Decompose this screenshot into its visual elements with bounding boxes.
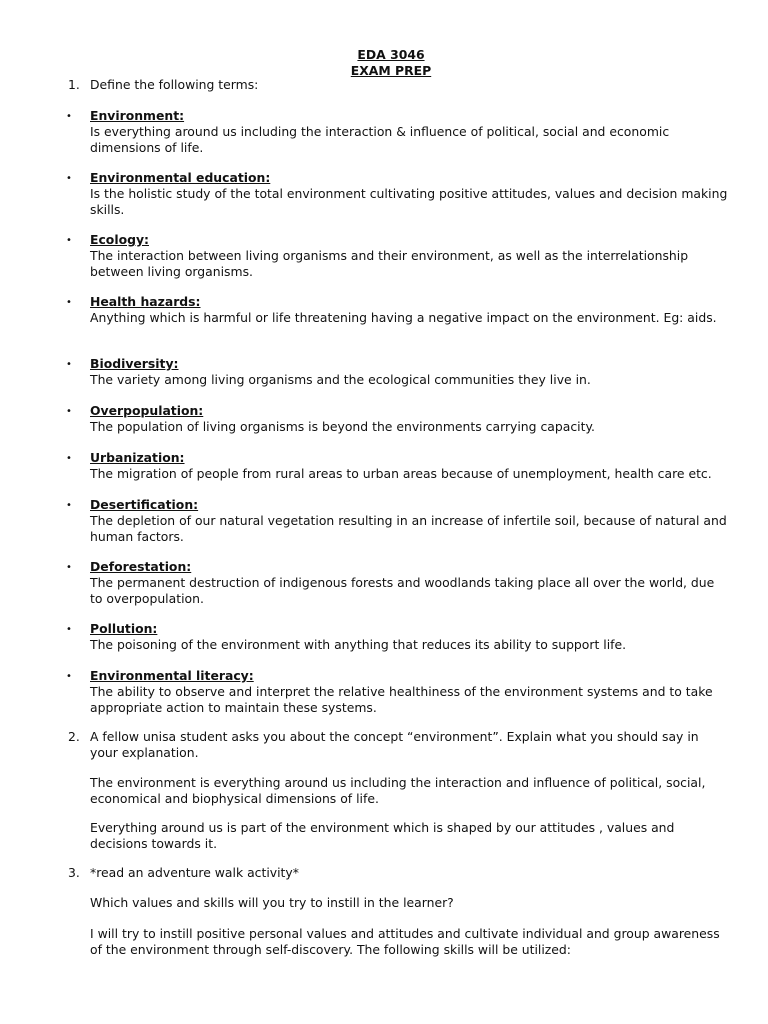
question-2-answer-paragraph-2: Everything around us is part of the environment which is shaped by our attitudes , values and decisions towards it. — [90, 820, 675, 851]
course-code: EDA 3046 — [357, 47, 425, 62]
definition-ecology: The interaction between living organisms and their environment, as well as the interrelationship between living organisms. — [90, 248, 689, 279]
bullet-icon: • — [66, 111, 72, 122]
term-biodiversity: Biodiversity: — [90, 356, 179, 371]
question-2-number: 2. — [68, 729, 80, 744]
question-2-prompt: A fellow unisa student asks you about the concept “environment”. Explain what you should say in your explanation. — [90, 729, 699, 760]
term-pollution: Pollution: — [90, 621, 158, 636]
question-1-number: 1. — [68, 77, 80, 92]
definition-biodiversity: The variety among living organisms and the ecological communities they live in. — [90, 372, 591, 387]
bullet-icon: • — [66, 406, 72, 417]
definition-deforestation: The permanent destruction of indigenous forests and woodlands taking place all over the world, due to overpopulation. — [90, 575, 715, 606]
definition-overpopulation: The population of living organisms is beyond the environments carrying capacity. — [90, 419, 595, 434]
definition-environment: Is everything around us including the interaction & influence of political, social and economic dimensions of life. — [90, 124, 670, 155]
term-overpopulation: Overpopulation: — [90, 403, 204, 418]
bullet-icon: • — [66, 359, 72, 370]
question-3-answer: I will try to instill positive personal values and attitudes and cultivate individual and group awareness of the environment through self-discovery. The following skills will be utilized: — [90, 926, 720, 957]
bullet-icon: • — [66, 562, 72, 573]
term-ecology: Ecology: — [90, 232, 149, 247]
definition-health-hazards: Anything which is harmful or life threatening having a negative impact on the environment. Eg: aids. — [90, 310, 717, 325]
term-desertification: Desertification: — [90, 497, 199, 512]
bullet-icon: • — [66, 173, 72, 184]
definition-desertification: The depletion of our natural vegetation resulting in an increase of infertile soil, because of natural and human factors. — [90, 513, 727, 544]
definition-urbanization: The migration of people from rural areas to urban areas because of unemployment, health care etc. — [90, 466, 712, 481]
term-urbanization: Urbanization: — [90, 450, 185, 465]
definition-pollution: The poisoning of the environment with anything that reduces its ability to support life. — [90, 637, 627, 652]
definition-environmental-literacy: The ability to observe and interpret the relative healthiness of the environment systems and to take appropriate action to maintain these systems. — [90, 684, 713, 715]
term-environmental-education: Environmental education: — [90, 170, 271, 185]
bullet-icon: • — [66, 500, 72, 511]
question-3-subquestion: Which values and skills will you try to instill in the learner? — [90, 895, 454, 910]
term-environmental-literacy: Environmental literacy: — [90, 668, 254, 683]
bullet-icon: • — [66, 235, 72, 246]
question-3-number: 3. — [68, 865, 80, 880]
term-health-hazards: Health hazards: — [90, 294, 201, 309]
bullet-icon: • — [66, 297, 72, 308]
bullet-icon: • — [66, 671, 72, 682]
bullet-icon: • — [66, 624, 72, 635]
definition-environmental-education: Is the holistic study of the total environment cultivating positive attitudes, values and decision making skills. — [90, 186, 728, 217]
question-1-prompt: Define the following terms: — [90, 77, 259, 92]
question-2-answer-paragraph-1: The environment is everything around us including the interaction and influence of political, social, economical and biophysical dimensions of life. — [90, 775, 706, 806]
bullet-icon: • — [66, 453, 72, 464]
page-title: EXAM PREP — [350, 63, 432, 78]
question-3-prompt: *read an adventure walk activity* — [90, 865, 299, 880]
term-deforestation: Deforestation: — [90, 559, 192, 574]
term-environment: Environment: — [90, 108, 185, 123]
